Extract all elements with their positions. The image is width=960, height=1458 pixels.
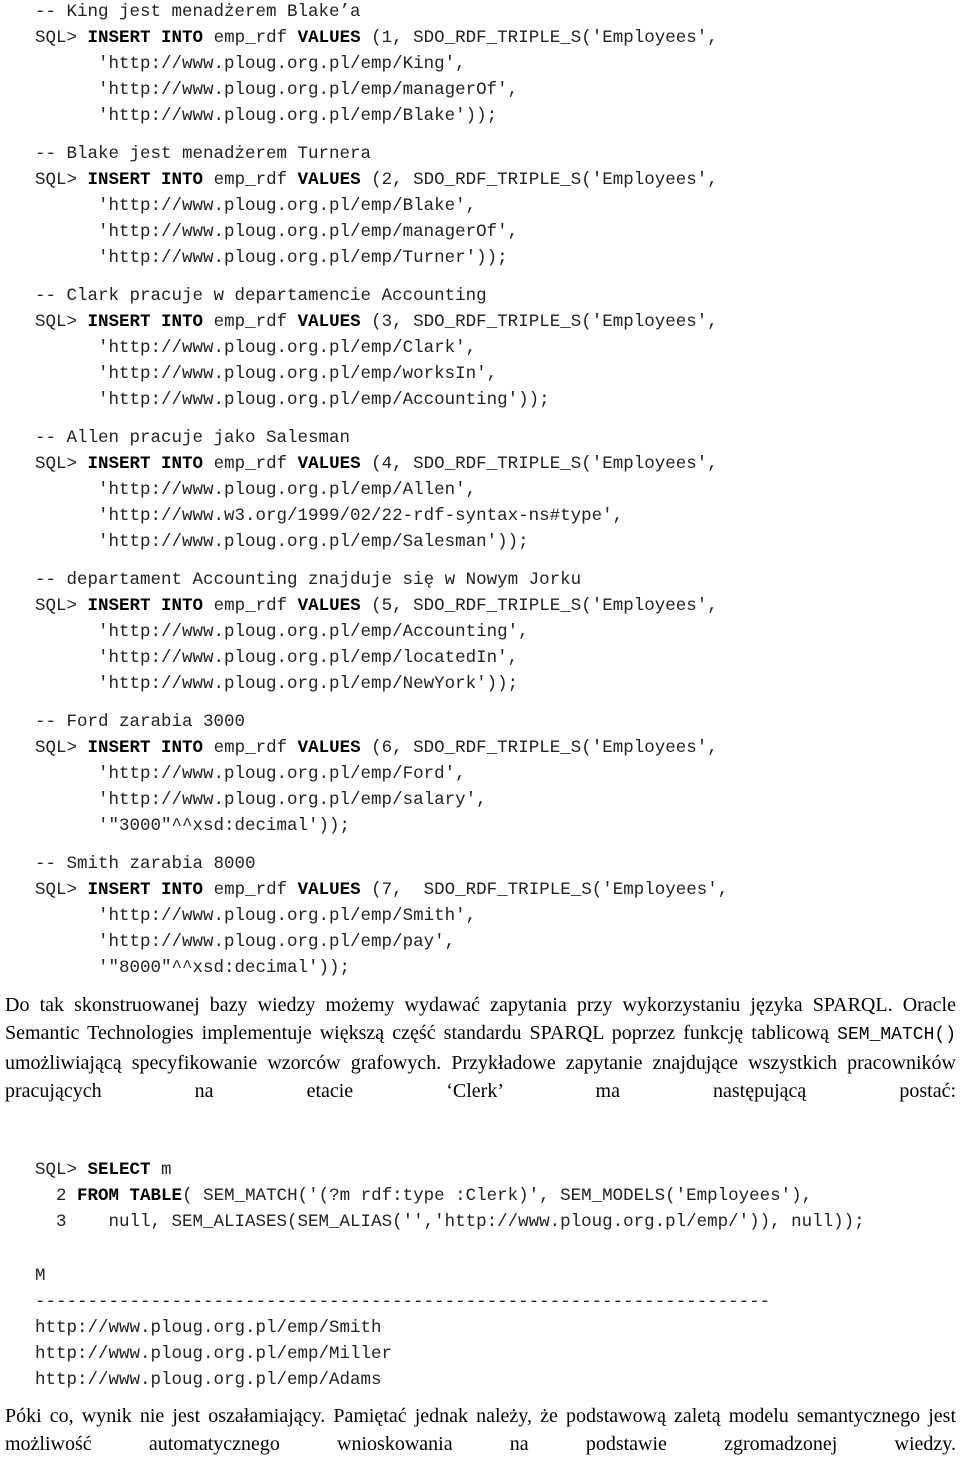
paragraph-conclusion: Póki co, wynik nie jest oszałamiający. Pamiętać jednak należy, że podstawową zaletą modelu semantycznego jest możliwość automatycznego wnioskowania na podstawie zgromadzonej wiedzy. [5, 1405, 956, 1455]
triple-predicate: 'http://www.ploug.org.pl/emp/managerOf', [98, 222, 519, 242]
code-block-6: -- Ford zarabia 3000 SQL> INSERT INTO emp_rdf VALUES (6, SDO_RDF_TRIPLE_S('Employees', 'http://www.ploug.org.pl/emp/Ford', 'http://www.ploug.org.pl/emp/salary', '"3000"^^xsd:decimal')); [35, 712, 718, 836]
triple-object: 'http://www.ploug.org.pl/emp/Turner')); [98, 248, 508, 268]
triple-subject: 'http://www.ploug.org.pl/emp/Allen', [98, 480, 477, 500]
triple-subject: 'http://www.ploug.org.pl/emp/Ford', [98, 764, 466, 784]
comment: -- Blake jest menadżerem Turnera [35, 144, 372, 164]
comment: -- Allen pracuje jako Salesman [35, 428, 351, 448]
triple-subject: 'http://www.ploug.org.pl/emp/Blake', [98, 196, 477, 216]
comment: -- Clark pracuje w departamencie Accounting [35, 286, 487, 306]
comment: -- Smith zarabia 8000 [35, 854, 256, 874]
triple-object: 'http://www.ploug.org.pl/emp/NewYork')); [98, 674, 519, 694]
comment: -- King jest menadżerem Blake’a [35, 2, 361, 22]
triple-predicate: 'http://www.ploug.org.pl/emp/locatedIn', [98, 648, 519, 668]
comment: -- Ford zarabia 3000 [35, 712, 246, 732]
triple-object: '"8000"^^xsd:decimal')); [98, 958, 351, 978]
code-block-4: -- Allen pracuje jako Salesman SQL> INSERT INTO emp_rdf VALUES (4, SDO_RDF_TRIPLE_S('Employees', 'http://www.ploug.org.pl/emp/Allen', 'http://www.w3.org/1999/02/22-rdf-syntax-ns#type', 'http://www.ploug.org.pl/emp/Salesman')); [35, 428, 718, 552]
inline-code: SEM_MATCH() [837, 1025, 956, 1045]
result-separator: ---------------------------------------------------------------------- [35, 1292, 771, 1312]
query-result [35, 1263, 770, 1393]
triple-object: 'http://www.ploug.org.pl/emp/Salesman')); [98, 532, 529, 552]
result-row: http://www.ploug.org.pl/emp/Adams [35, 1370, 382, 1390]
paragraph-sparql-intro: Do tak skonstruowanej bazy wiedzy możemy wydawać zapytania przy wykorzystaniu języka SPARQL. Oracle Semantic Technologies implementuje większą część standardu SPARQL poprzez funkcję tablicową SEM_MATCH() umożliwiającą specyfikowanie wzorców grafowych. Przykładowe zapytanie znajdujące wszystkich pracowników pracujących na etacie ‘Clerk’ ma następującą postać: [5, 994, 956, 1102]
triple-object: 'http://www.ploug.org.pl/emp/Accounting')); [98, 390, 550, 410]
result-row: http://www.ploug.org.pl/emp/Miller [35, 1344, 393, 1364]
result-header: M [35, 1266, 46, 1286]
sparql-query: SQL> SELECT m 2 FROM TABLE( SEM_MATCH('(?m rdf:type :Clerk)', SEM_MODELS('Employees'), 3 null, SEM_ALIASES(SEM_ALIAS('','http://www.ploug.org.pl/emp/')), null)); [35, 1160, 865, 1232]
triple-subject: 'http://www.ploug.org.pl/emp/Clark', [98, 338, 477, 358]
triple-predicate: 'http://www.ploug.org.pl/emp/worksIn', [98, 364, 498, 384]
code-block-5: -- departament Accounting znajduje się w Nowym Jorku SQL> INSERT INTO emp_rdf VALUES (5, SDO_RDF_TRIPLE_S('Employees', 'http://www.ploug.org.pl/emp/Accounting', 'http://www.ploug.org.pl/emp/locatedIn', 'http://www.ploug.org.pl/emp/NewYork')); [35, 570, 718, 694]
triple-predicate: 'http://www.ploug.org.pl/emp/managerOf', [98, 80, 519, 100]
triple-predicate: 'http://www.ploug.org.pl/emp/pay', [98, 932, 456, 952]
code-block-7: -- Smith zarabia 8000 SQL> INSERT INTO emp_rdf VALUES (7, SDO_RDF_TRIPLE_S('Employees', 'http://www.ploug.org.pl/emp/Smith', 'http://www.ploug.org.pl/emp/pay', '"8000"^^xsd:decimal')); [35, 854, 729, 978]
triple-object: '"3000"^^xsd:decimal')); [98, 816, 351, 836]
triple-subject: 'http://www.ploug.org.pl/emp/Smith', [98, 906, 477, 926]
triple-predicate: 'http://www.w3.org/1999/02/22-rdf-syntax-ns#type', [98, 506, 624, 526]
code-block-1: -- King jest menadżerem Blake’a SQL> INSERT INTO emp_rdf VALUES (1, SDO_RDF_TRIPLE_S('Employees', 'http://www.ploug.org.pl/emp/King', 'http://www.ploug.org.pl/emp/managerOf', 'http://www.ploug.org.pl/emp/Blake')); [35, 2, 718, 126]
triple-subject: 'http://www.ploug.org.pl/emp/King', [98, 54, 466, 74]
code-block-3: -- Clark pracuje w departamencie Accounting SQL> INSERT INTO emp_rdf VALUES (3, SDO_RDF_TRIPLE_S('Employees', 'http://www.ploug.org.pl/emp/Clark', 'http://www.ploug.org.pl/emp/worksIn', 'http://www.ploug.org.pl/emp/Accounting')); [35, 286, 718, 410]
result-row: http://www.ploug.org.pl/emp/Smith [35, 1318, 382, 1338]
comment: -- departament Accounting znajduje się w Nowym Jorku [35, 570, 582, 590]
triple-subject: 'http://www.ploug.org.pl/emp/Accounting', [98, 622, 529, 642]
triple-object: 'http://www.ploug.org.pl/emp/Blake')); [98, 106, 498, 126]
triple-predicate: 'http://www.ploug.org.pl/emp/salary', [98, 790, 487, 810]
code-block-2: -- Blake jest menadżerem Turnera SQL> INSERT INTO emp_rdf VALUES (2, SDO_RDF_TRIPLE_S('Employees', 'http://www.ploug.org.pl/emp/Blake', 'http://www.ploug.org.pl/emp/managerOf', 'http://www.ploug.org.pl/emp/Turner')); [35, 144, 718, 268]
